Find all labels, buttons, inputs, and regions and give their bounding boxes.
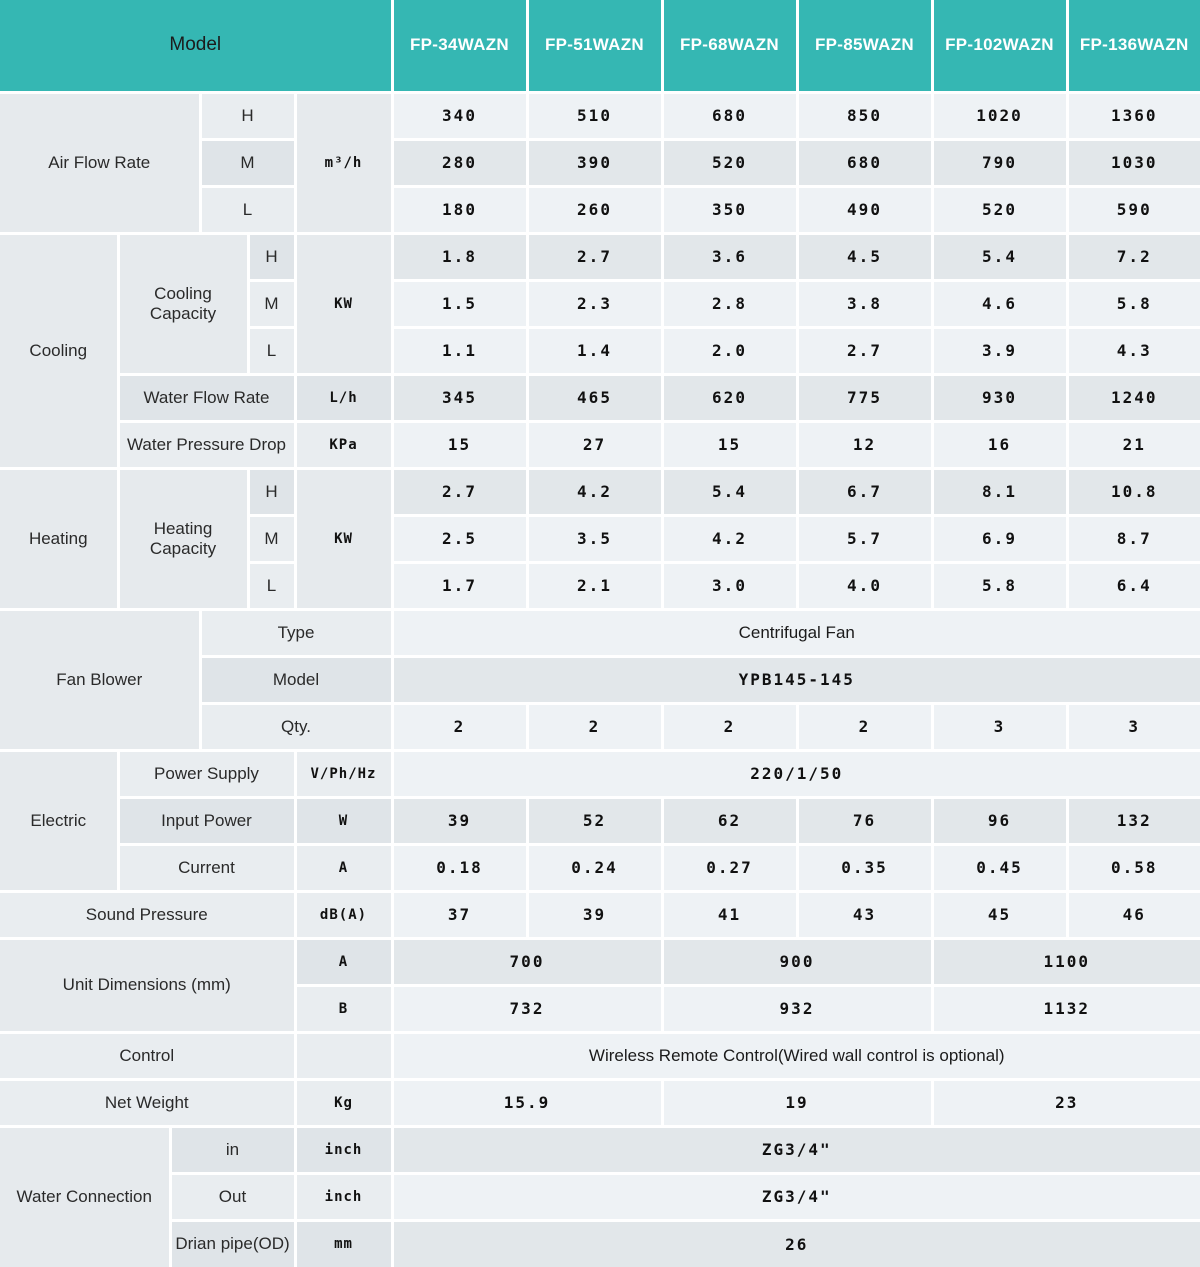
value-cell: 0.58 [1067,844,1200,891]
value-cell: 1.8 [392,233,527,280]
drain-pipe-label: Drian pipe(OD) [170,1220,295,1267]
cooling-capacity-label: Cooling Capacity [118,233,248,374]
value-cell: 4.2 [662,515,797,562]
drain-pipe-row [0,1220,1200,1267]
air-flow-h-row [0,92,1200,139]
heating-label: Heating [0,468,118,609]
sound-pressure-row [0,891,1200,938]
value-cell: 6.7 [797,468,932,515]
value-cell: 2.8 [662,280,797,327]
value-cell: 520 [662,139,797,186]
value-cell: 76 [797,797,932,844]
speed-cell: L [248,327,295,374]
value-cell: 340 [392,92,527,139]
value-cell: 4.0 [797,562,932,609]
control-value: Wireless Remote Control(Wired wall control is optional) [392,1032,1200,1079]
value-cell: 1.7 [392,562,527,609]
value-cell: 345 [392,374,527,421]
unit-cell: inch [295,1173,392,1220]
unit-cell: L/h [295,374,392,421]
value-cell: 12 [797,421,932,468]
cooling-label: Cooling [0,233,118,468]
value-cell: 0.24 [527,844,662,891]
unit-dimensions-label: Unit Dimensions (mm) [0,938,295,1032]
value-cell: 350 [662,186,797,233]
net-weight-label: Net Weight [0,1079,295,1126]
water-connection-label: Water Connection [0,1126,170,1267]
value-cell: 52 [527,797,662,844]
value-cell: 850 [797,92,932,139]
value-cell: 2.7 [392,468,527,515]
value-cell: 0.45 [932,844,1067,891]
value-cell: 15.9 [392,1079,662,1126]
current-label: Current [118,844,295,891]
value-cell: 15 [392,421,527,468]
value-cell: 1020 [932,92,1067,139]
value-cell: 45 [932,891,1067,938]
model-column-header: FP-34WAZN [392,0,527,92]
value-cell: 2.1 [527,562,662,609]
value-cell: 8.1 [932,468,1067,515]
value-cell: 46 [1067,891,1200,938]
value-cell: 62 [662,797,797,844]
value-cell: 7.2 [1067,233,1200,280]
value-cell: 465 [527,374,662,421]
water-pressure-drop-label: Water Pressure Drop [118,421,295,468]
fan-model-label: Model [200,656,392,703]
control-label: Control [0,1032,295,1079]
fan-type-label: Type [200,609,392,656]
power-supply-row [0,750,1200,797]
model-column-header: FP-68WAZN [662,0,797,92]
unit-cell: m³/h [295,92,392,233]
water-flow-rate-label: Water Flow Rate [118,374,295,421]
speed-cell: H [200,92,295,139]
value-cell: 2.0 [662,327,797,374]
value-cell: 1360 [1067,92,1200,139]
header-row [0,0,1200,92]
model-column-header: FP-136WAZN [1067,0,1200,92]
fan-blower-label: Fan Blower [0,609,200,750]
value-cell: 0.18 [392,844,527,891]
value-cell: 8.7 [1067,515,1200,562]
fan-qty-label: Qty. [200,703,392,750]
value-cell: 2 [797,703,932,750]
value-cell: 3.6 [662,233,797,280]
value-cell: 680 [662,92,797,139]
input-power-row [0,797,1200,844]
drain-pipe-value: 26 [392,1220,1200,1267]
value-cell: 5.4 [932,233,1067,280]
value-cell: 680 [797,139,932,186]
value-cell: 1030 [1067,139,1200,186]
sound-pressure-label: Sound Pressure [0,891,295,938]
value-cell: 19 [662,1079,932,1126]
speed-cell: H [248,468,295,515]
unit-cell: V/Ph/Hz [295,750,392,797]
value-cell: 27 [527,421,662,468]
value-cell: 96 [932,797,1067,844]
model-column-header: FP-102WAZN [932,0,1067,92]
value-cell: 790 [932,139,1067,186]
value-cell: 15 [662,421,797,468]
unit-cell: W [295,797,392,844]
value-cell: 2 [392,703,527,750]
value-cell: 43 [797,891,932,938]
input-power-label: Input Power [118,797,295,844]
value-cell: 932 [662,985,932,1032]
value-cell: 590 [1067,186,1200,233]
value-cell: 900 [662,938,932,985]
current-row [0,844,1200,891]
dimension-b-label: B [295,985,392,1032]
unit-cell: KW [295,233,392,374]
value-cell: 1.1 [392,327,527,374]
unit-cell: KW [295,468,392,609]
value-cell: 490 [797,186,932,233]
water-pressure-drop-row [0,421,1200,468]
water-flow-rate-row [0,374,1200,421]
value-cell: 3.5 [527,515,662,562]
power-supply-value: 220/1/50 [392,750,1200,797]
unit-cell: KPa [295,421,392,468]
value-cell: 4.6 [932,280,1067,327]
value-cell: 180 [392,186,527,233]
model-column-header: FP-51WAZN [527,0,662,92]
value-cell: 6.9 [932,515,1067,562]
value-cell: 700 [392,938,662,985]
speed-cell: M [200,139,295,186]
value-cell: 3 [1067,703,1200,750]
value-cell: 1.5 [392,280,527,327]
value-cell: 132 [1067,797,1200,844]
heating-capacity-h-row [0,468,1200,515]
value-cell: 0.35 [797,844,932,891]
cooling-capacity-h-row [0,233,1200,280]
value-cell: 10.8 [1067,468,1200,515]
value-cell: 5.4 [662,468,797,515]
value-cell: 4.5 [797,233,932,280]
value-cell: 280 [392,139,527,186]
value-cell: 620 [662,374,797,421]
water-in-row [0,1126,1200,1173]
value-cell: 2.3 [527,280,662,327]
value-cell: 260 [527,186,662,233]
value-cell: 5.8 [1067,280,1200,327]
value-cell: 3.8 [797,280,932,327]
water-out-value: ZG3/4" [392,1173,1200,1220]
water-in-value: ZG3/4" [392,1126,1200,1173]
dimension-a-row [0,938,1200,985]
value-cell: 39 [392,797,527,844]
water-in-label: in [170,1126,295,1173]
speed-cell: L [248,562,295,609]
speed-cell: M [248,280,295,327]
speed-cell: H [248,233,295,280]
value-cell: 41 [662,891,797,938]
unit-cell: A [295,844,392,891]
value-cell: 5.8 [932,562,1067,609]
air-flow-rate-label: Air Flow Rate [0,92,200,233]
value-cell: 3.9 [932,327,1067,374]
value-cell: 520 [932,186,1067,233]
value-cell: 390 [527,139,662,186]
fan-model-value: YPB145-145 [392,656,1200,703]
value-cell: 1132 [932,985,1200,1032]
value-cell: 2.5 [392,515,527,562]
value-cell: 2.7 [527,233,662,280]
value-cell: 775 [797,374,932,421]
value-cell: 4.2 [527,468,662,515]
fan-type-value: Centrifugal Fan [392,609,1200,656]
value-cell: 37 [392,891,527,938]
value-cell: 930 [932,374,1067,421]
value-cell: 16 [932,421,1067,468]
value-cell: 0.27 [662,844,797,891]
value-cell: 23 [932,1079,1200,1126]
unit-cell: inch [295,1126,392,1173]
value-cell: 3.0 [662,562,797,609]
value-cell: 2 [662,703,797,750]
water-out-label: Out [170,1173,295,1220]
value-cell: 1100 [932,938,1200,985]
value-cell: 3 [932,703,1067,750]
dimension-a-label: A [295,938,392,985]
fan-type-row [0,609,1200,656]
model-column-header: FP-85WAZN [797,0,932,92]
empty-unit-cell [295,1032,392,1079]
value-cell: 510 [527,92,662,139]
value-cell: 2.7 [797,327,932,374]
value-cell: 39 [527,891,662,938]
value-cell: 6.4 [1067,562,1200,609]
value-cell: 5.7 [797,515,932,562]
model-header-cell: Model [0,0,392,92]
value-cell: 2 [527,703,662,750]
unit-cell: mm [295,1220,392,1267]
heating-capacity-label: Heating Capacity [118,468,248,609]
value-cell: 1240 [1067,374,1200,421]
value-cell: 1.4 [527,327,662,374]
value-cell: 21 [1067,421,1200,468]
unit-cell: Kg [295,1079,392,1126]
water-out-row [0,1173,1200,1220]
speed-cell: M [248,515,295,562]
power-supply-label: Power Supply [118,750,295,797]
net-weight-row [0,1079,1200,1126]
value-cell: 4.3 [1067,327,1200,374]
electric-label: Electric [0,750,118,891]
control-row [0,1032,1200,1079]
speed-cell: L [200,186,295,233]
value-cell: 732 [392,985,662,1032]
unit-cell: dB(A) [295,891,392,938]
